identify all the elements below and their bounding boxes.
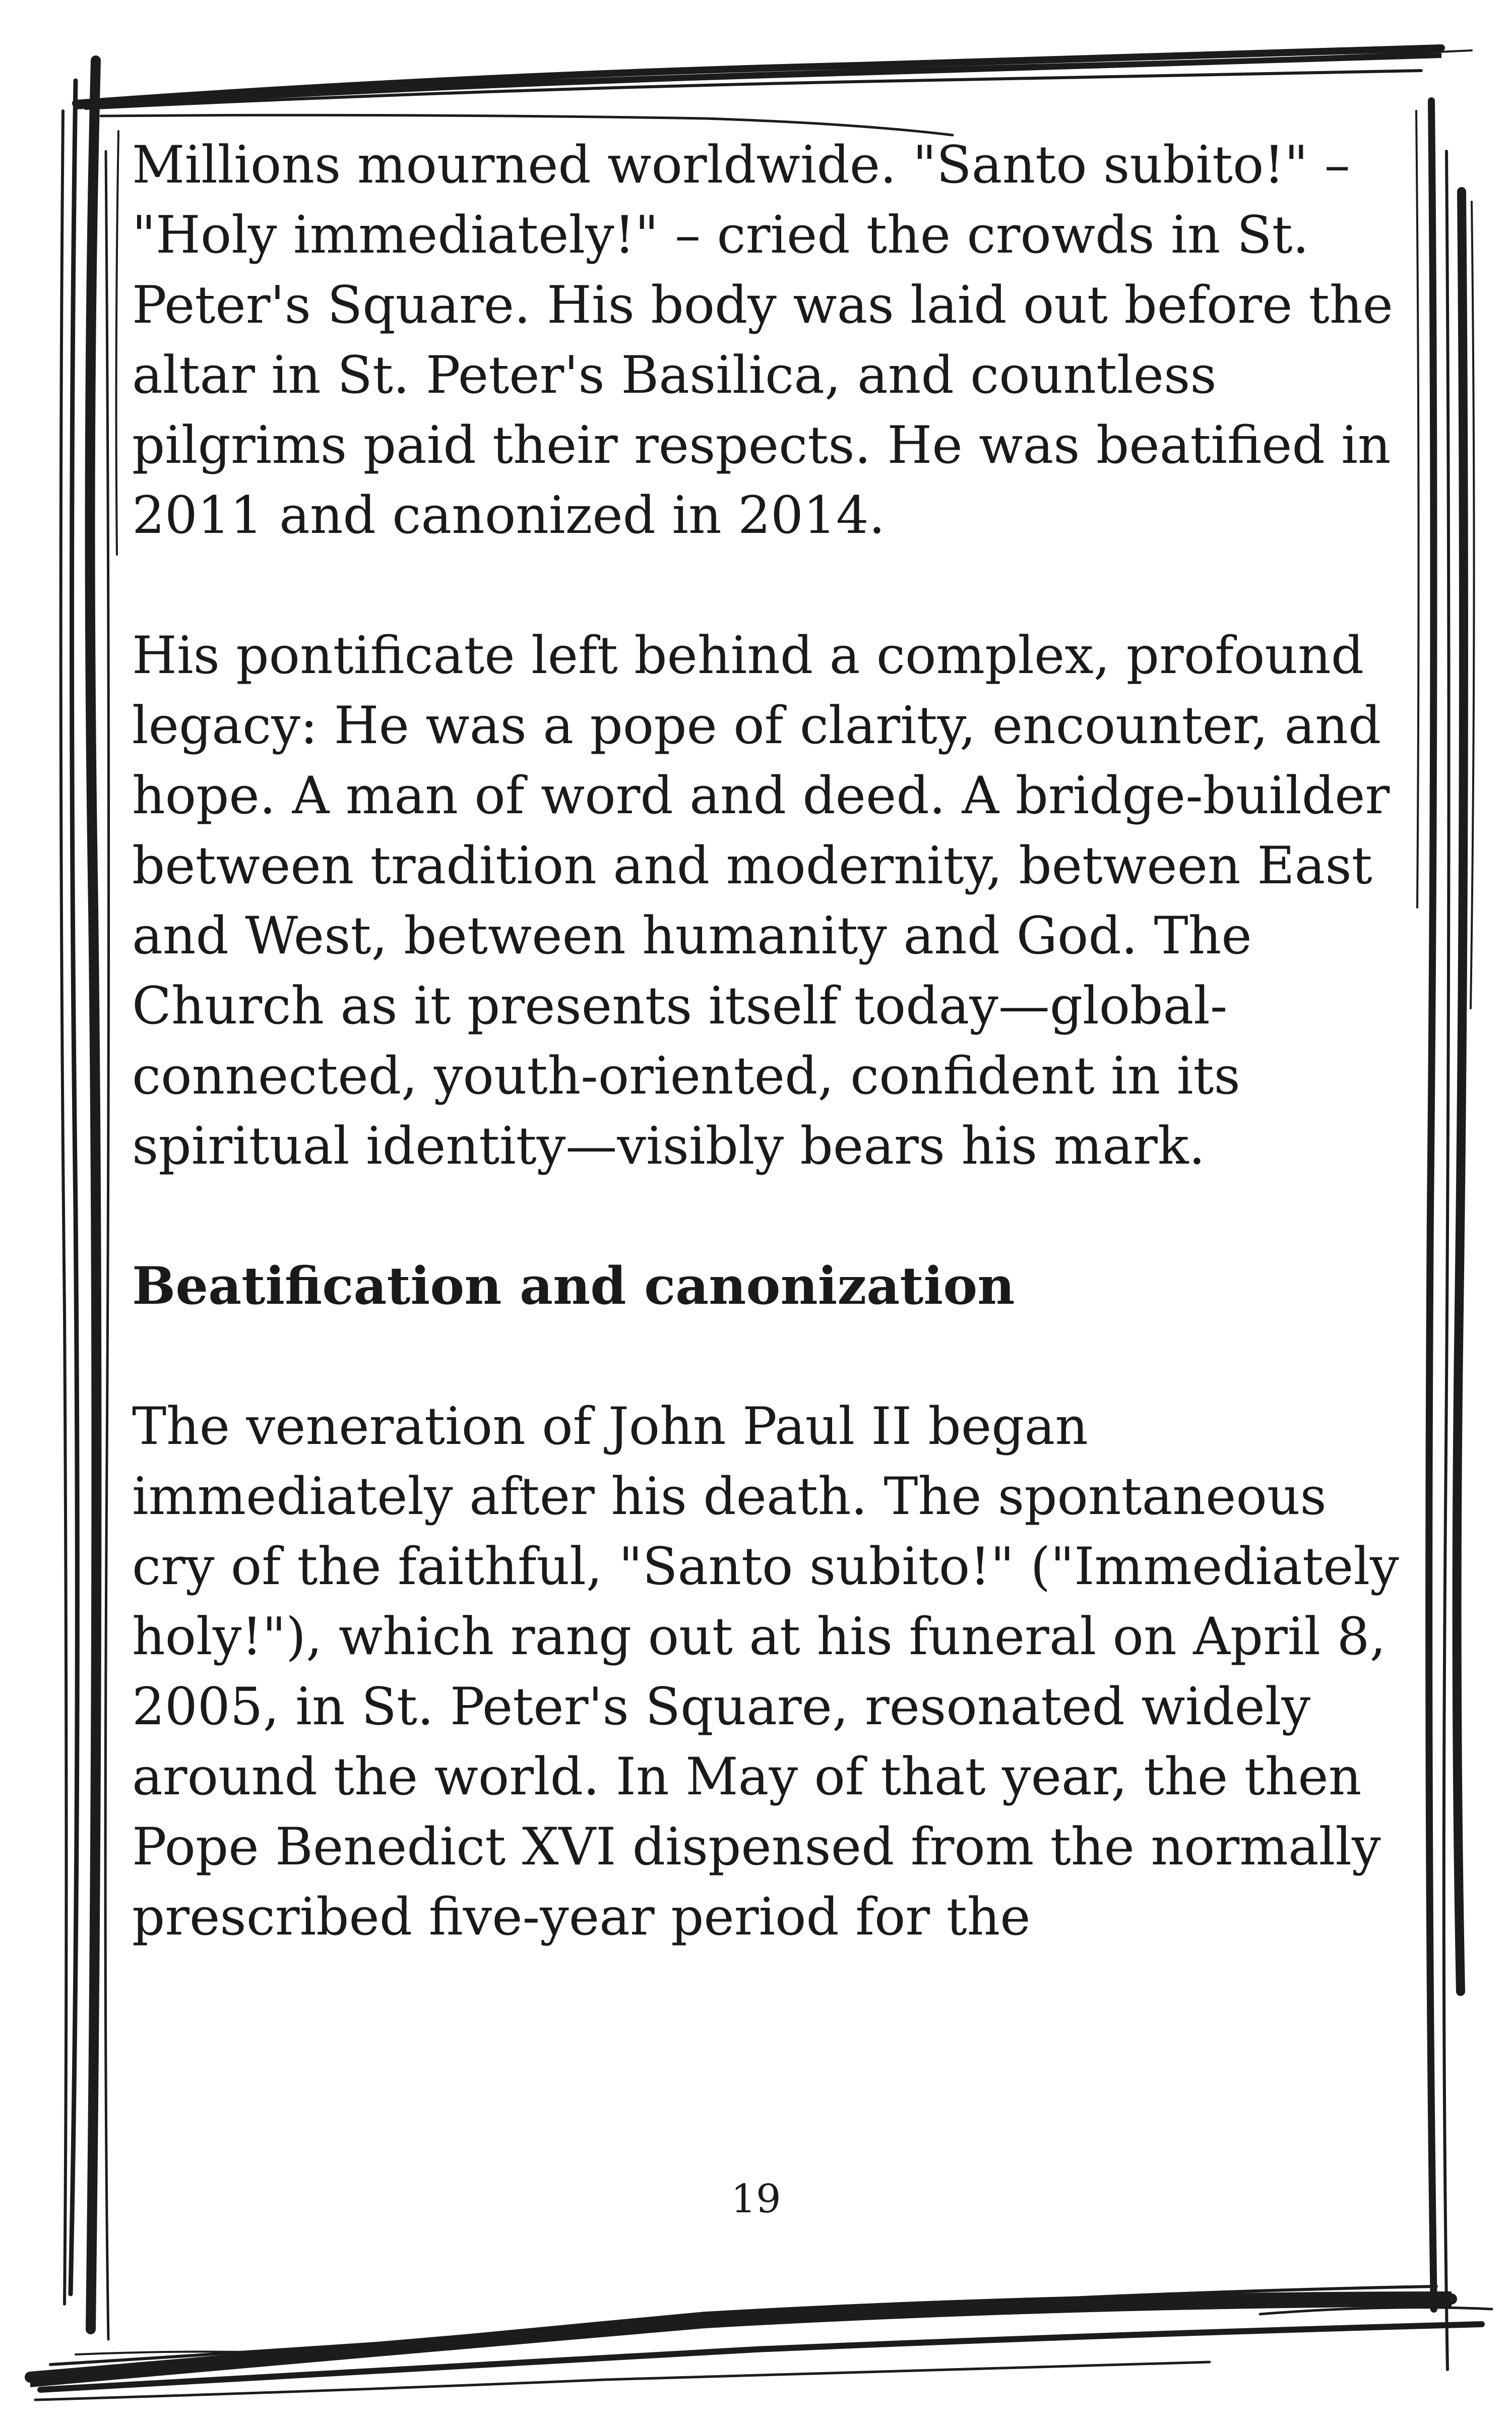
section-heading: Beatification and canonization (132, 1256, 1015, 1316)
paragraph-1: Millions mourned worldwide. "Santo subito!" – "Holy immediately!" – cried the crowds in St. Peter's Square. His body was laid out before the altar in St. Peter's Basilica, and countless pilgrims paid their respects. He was beatified in 2011 and canonized in 2014. (132, 135, 1393, 546)
paragraph-2: His pontificate left behind a complex, profound legacy: He was a pope of clarity, encounter, and hope. A man of word and deed. A bridge-builder between tradition and modernity, between East and West, between humanity and God. The Church as it presents itself today—global-connected, youth-oriented, confident in its spiritual identity—visibly bears his mark. (132, 626, 1390, 1176)
paragraph-gap (132, 551, 1412, 621)
page-body (132, 130, 1412, 1952)
paragraph-gap (132, 1181, 1412, 1251)
paragraph-3: The veneration of John Paul II began immediately after his death. The spontaneous cry of the faithful, "Santo subito!" ("Immediately holy!"), which rang out at his funeral on April 8, 2005, in St. Peter's Square, resonated widely around the world. In May of that year, the then Pope Benedict XVI dispensed from the normally prescribed five-year period for the (132, 1397, 1399, 1947)
paragraph-gap (132, 1321, 1412, 1392)
page-number: 19 (731, 2176, 781, 2222)
